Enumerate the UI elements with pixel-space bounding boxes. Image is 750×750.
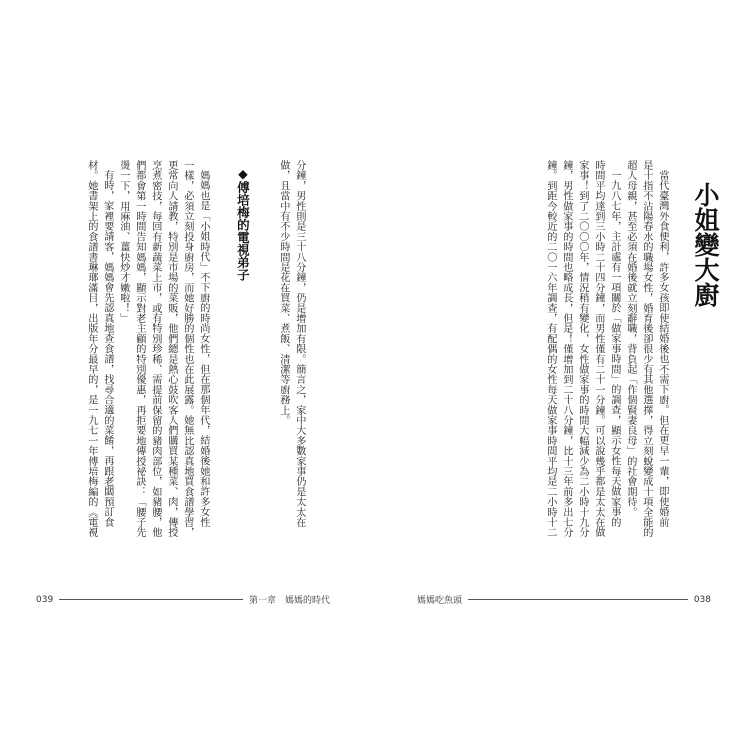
paragraph: 有時，家裡要請客，媽媽會先認真地查食譜，找尋合適的菜餚，再跟老闆預訂食	[101, 170, 113, 527]
page-number: 038	[693, 594, 711, 605]
page-footer	[36, 593, 330, 606]
paragraph: 一樣，必須立刻投身廚房，而她好勝的個性也在此展露。她無比認真地買食譜學習，	[181, 160, 193, 538]
right-page	[375, 0, 750, 750]
chapter-title: 小姐變大廚	[691, 182, 720, 307]
paragraph: 超人母親，甚至必須在婚後就立刻辭職，背負起「作個賢妻良母」的社會期待。	[624, 160, 636, 517]
paragraph: 更常向人請教，特別是市場的菜販，他們總是熱心鼓吹客人們購買某種菜、肉，傳授	[165, 160, 177, 538]
page-number: 039	[36, 594, 54, 605]
paragraph: 鐘，男性做家事的時間也略成長，但是！僅增加到二十八分鐘，比十三年前多出七分	[560, 160, 572, 538]
section-heading: ◆傅培梅的電視弟子	[235, 166, 251, 281]
paragraph: 烹煮密技，每回有新蔬菜上市，或有特別珍稀、需提前保留的豬肉部位，如豬腰，他	[149, 160, 161, 538]
paragraph: 材。她書架上的食譜書琳瑯滿目，出版年分最早的，是一九七一年傅培梅編的《電視	[85, 160, 97, 538]
paragraph: 一九八七年，主計處有一項關於「做家事時間」的調查，顯示女性每天做家事的	[608, 170, 620, 527]
paragraph: 分鐘，男性則是三十八分鐘，仍是增加有限。簡言之，家中大多數家事仍是太太在	[293, 160, 305, 528]
footer-rule	[59, 599, 243, 600]
paragraph: 是十指不沾陽春水的職場女性，婚育後卻很少有其他選擇，得立刻蛻變成十項全能的	[640, 160, 652, 538]
paragraph: 燙一下，用麻油、薑快炒才嫩啦！」	[117, 160, 129, 324]
page-footer	[417, 593, 711, 606]
paragraph: 媽媽也是「小姐時代」不下廚的時尚女性，但在那個年代，結婚後她和許多女性	[197, 170, 209, 527]
running-title: 第一章 媽媽的時代	[248, 596, 330, 606]
running-title: 媽媽吃魚頭	[417, 596, 463, 606]
paragraph: 做，且當中有不少時間是花在買菜、煮飯、清潔等廚務上。	[277, 160, 289, 426]
paragraph: 當代臺灣外食便利，許多女孩即使結婚後也不需下廚。但在更早一輩，即使婚前	[656, 170, 668, 527]
paragraph: 家事！到了二〇〇〇年，情況稍有變化，女性做家事的時間大幅減少為二小時十九分	[576, 160, 588, 538]
paragraph: 鐘。到距今較近的二〇一六年調查，有配偶的女性每天做家事時間平均是二小時十二	[544, 160, 556, 538]
paragraph: 們都會第一時間告知媽媽，顯示對老主顧的特別優惠，再拒要地傳授祕訣：「腰子先	[133, 160, 145, 538]
paragraph: 時間平均達到三小時二十四分鐘，而男性僅有二十一分鐘。可以說幾乎都是太太在做	[592, 160, 604, 538]
footer-rule	[468, 599, 688, 600]
